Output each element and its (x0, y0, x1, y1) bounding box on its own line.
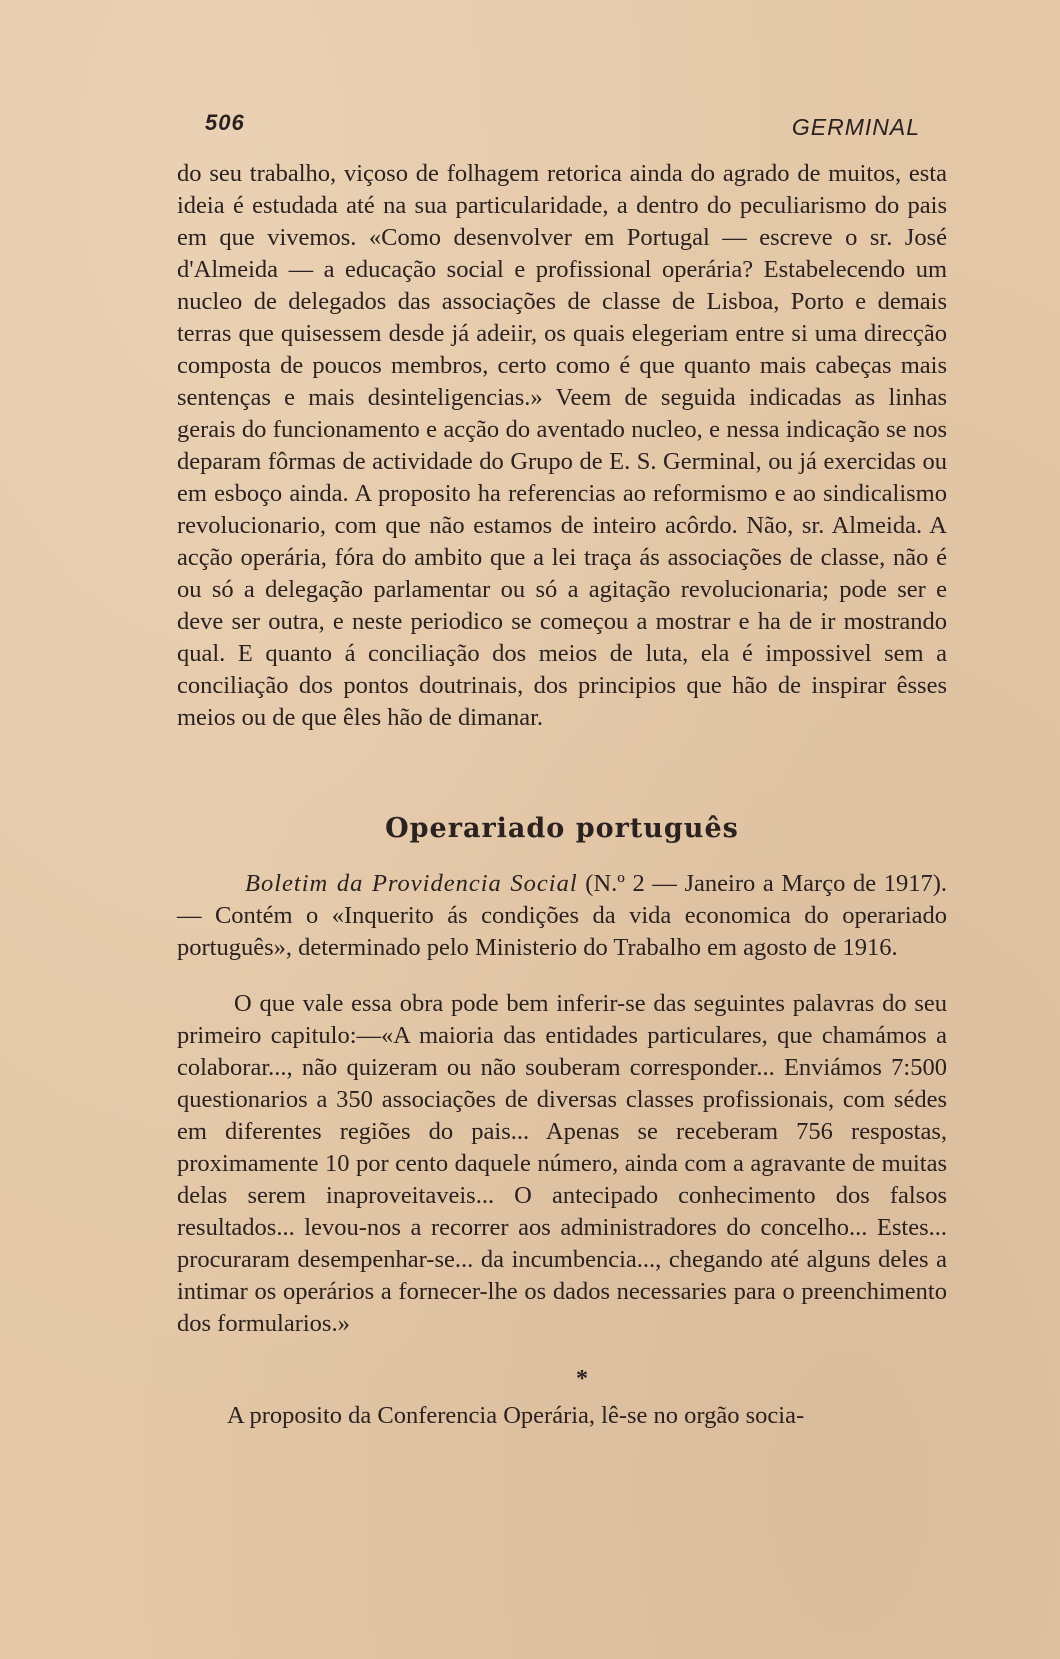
paragraph-4: A proposito da Conferencia Operária, lê-se no orgão socia- (227, 1402, 805, 1429)
running-title: GERMINAL (791, 114, 920, 140)
paragraph-2 (177, 868, 947, 964)
paragraph-1: do seu trabalho, viçoso de folhagem retorica ainda do agrado de muitos, esta ideia é estudada até na sua particularidade, a dentro do peculiarismo do pais em que vivemos. «Como desenvolver em Portugal — escreve o sr. José d'Almeida — a educação social e profissional operária? Estabelecendo um nucleo de delegados das associações de classe de Lisboa, Porto e demais terras que quisessem desde já adeiir, os quais elegeriam entre si uma direcção composta de poucos membros, certo como é que quanto mais cabeças mais sentenças e mais desinteligencias.» Veem de seguida indicadas as linhas gerais do funcionamento e acção do aventado nucleo, e nessa indicação se nos deparam fôrmas de actividade do Grupo de E. S. Germinal, ou já exercidas ou em esboço ainda. A proposito ha referencias ao reformismo e ao sindicalismo revolucionario, com que não estamos de inteiro acôrdo. Não, sr. Almeida. A acção operária, fóra do ambito que a lei traça ás associações de classe, não é ou só a delegação parlamentar ou só a agitação revolucionaria; pode ser e deve ser outra, e neste periodico se começou a mostrar e ha de ir mostrando qual. E quanto á conciliação dos meios de luta, ela é impossivel sem a conciliação dos pontos doutrinais, dos principios que hão de inspirar êsses meios ou de que êles hão de dimanar. (177, 160, 947, 731)
publication-title: Boletim da Providencia Social (245, 870, 578, 897)
asterisk-separator: * (576, 1366, 588, 1392)
page-number: 506 (205, 110, 245, 135)
page-header (205, 110, 925, 142)
paragraph-3: O que vale essa obra pode bem inferir-se das seguintes palavras do seu primeiro capitulo:—«A maioria das entidades particulares, que chamámos a colaborar..., não quizeram ou não souberam corresponder... Enviámos 7:500 questionarios a 350 associações de diversas classes profissionais, com sédes em diferentes regiões do pais... Apenas se receberam 756 respostas, proximamente 10 por cento daquele número, ainda com a agravante de muitas delas serem inaproveitaveis... O antecipado conhecimento dos falsos resultados... levou-nos a recorrer aos administradores do concelho... Estes... procuraram desempenhar-se... da incumbencia..., chegando até alguns deles a intimar os operários a fornecer-lhe os dados necessaries para o preenchimento dos formularios.» (177, 990, 947, 1337)
paragraph-2-text: (N.º 2 — Janeiro a Março de 1917). — Contém o «Inquerito ás condições da vida economica do operariado português», determinado pelo Ministerio do Trabalho em agosto de 1916. (177, 870, 948, 961)
section-heading: Operariado português (385, 813, 739, 844)
